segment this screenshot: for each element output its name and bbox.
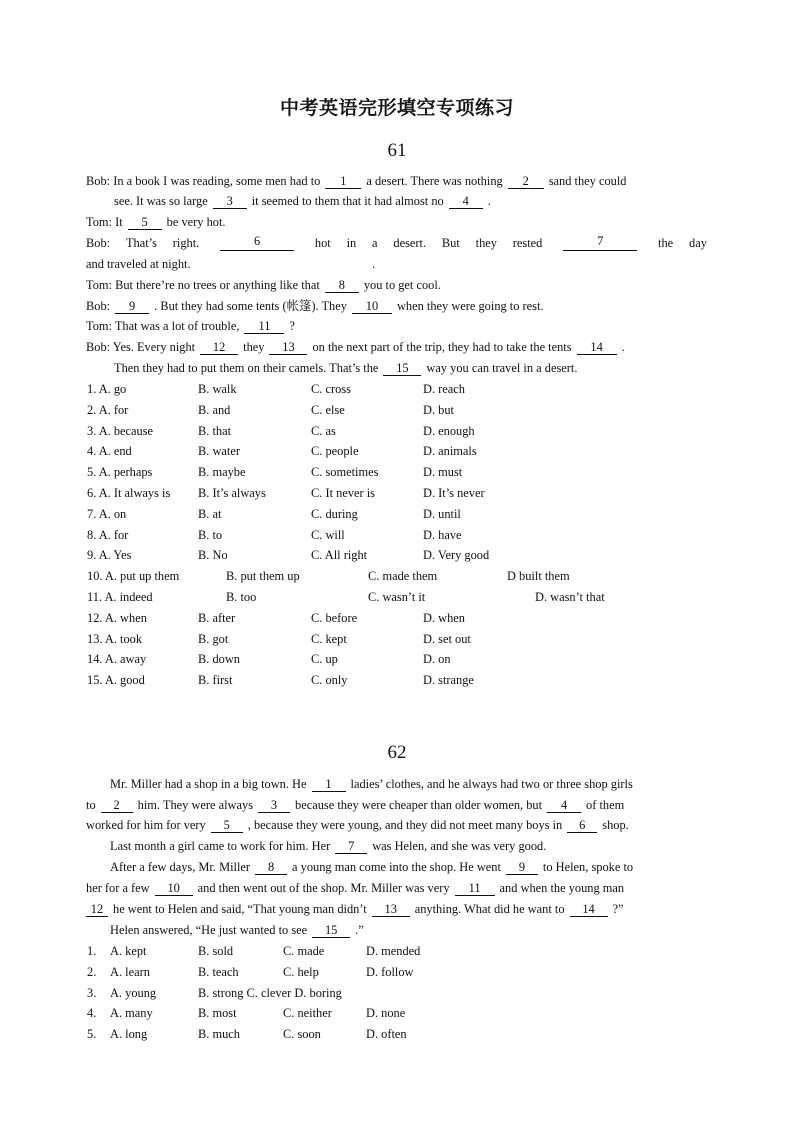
s61-line-9	[86, 339, 625, 355]
option-3-D[interactable]: D. enough	[423, 423, 475, 438]
blank-14[interactable]: 14	[570, 903, 608, 917]
option-6-D[interactable]: D. It’s never	[423, 486, 485, 500]
option-13-B[interactable]: B. got	[198, 631, 229, 646]
text: him. They were always	[137, 798, 254, 812]
text: Tom: It	[86, 215, 123, 229]
s62-line-2	[86, 797, 624, 813]
option-5-A[interactable]: 5. A. perhaps	[87, 465, 153, 480]
option-14-D[interactable]: D. on	[423, 652, 451, 667]
s62-line-8	[110, 922, 364, 938]
text: ladies’ clothes, and he always had two or three shop girls	[350, 777, 633, 791]
option-5-A[interactable]: A. long	[110, 1027, 148, 1042]
option-5-D[interactable]: D. must	[423, 465, 463, 480]
text: Tom: But there’re no trees or anything like that	[86, 278, 320, 292]
option-14-A[interactable]: 14. A. away	[87, 652, 147, 667]
option-3-B[interactable]: B. strong C. clever D. boring	[198, 985, 342, 1000]
option-2-B[interactable]: B. teach	[198, 964, 239, 979]
text: sand they could	[548, 174, 627, 188]
blank-15[interactable]: 15	[312, 924, 350, 938]
option-11-C[interactable]: C. wasn’t it	[368, 590, 426, 604]
option-8-C[interactable]: C. will	[311, 527, 345, 542]
option-1-D[interactable]: D. mended	[366, 944, 421, 958]
blank-3[interactable]: 3	[213, 195, 247, 209]
s62-line-6	[86, 880, 624, 896]
option-5-B[interactable]: B. maybe	[198, 465, 246, 480]
option-7-D[interactable]: D. until	[423, 506, 461, 521]
s61-line-5-period: .	[372, 257, 376, 271]
option-3-B[interactable]: B. that	[198, 423, 232, 438]
page-title: 中考英语完形填空专项练习	[279, 97, 514, 119]
option-9-B[interactable]: B. No	[198, 548, 228, 563]
text: be very hot.	[166, 215, 226, 229]
text: a young man come into the shop. He went	[292, 860, 501, 874]
text: her for a few	[86, 881, 150, 895]
blank-8[interactable]: 8	[325, 279, 359, 293]
text: and traveled at night.	[86, 257, 191, 271]
s61-line-1	[86, 173, 627, 189]
text: worked for him for very	[86, 818, 206, 832]
blank-12[interactable]: 12	[200, 341, 238, 355]
text: anything. What did he want to	[414, 902, 565, 916]
blank-1[interactable]: 1	[312, 778, 346, 792]
text: Bob:	[86, 299, 111, 313]
s62-line-1	[110, 776, 633, 792]
blank-3[interactable]: 3	[258, 799, 290, 813]
blank-2[interactable]: 2	[508, 175, 544, 189]
blank-13[interactable]: 13	[269, 341, 307, 355]
blank-10[interactable]: 10	[155, 882, 193, 896]
option-4-A[interactable]: A. many	[110, 1006, 153, 1021]
option-1-A[interactable]: A. kept	[110, 944, 147, 958]
option-10-B[interactable]: B. put them up	[226, 569, 300, 584]
option-2-C[interactable]: C. help	[283, 964, 319, 979]
text: it seemed to them that it had almost no	[251, 194, 444, 208]
option-3-A[interactable]: A. young	[110, 985, 157, 1000]
blank-5[interactable]: 5	[128, 216, 162, 230]
option-4-D[interactable]: D. none	[366, 1006, 406, 1021]
option-12-C[interactable]: C. before	[311, 610, 358, 625]
word: Bob:	[86, 236, 111, 250]
text: ?	[289, 319, 295, 333]
blank-14[interactable]: 14	[577, 341, 617, 355]
text: a desert. There was nothing	[366, 174, 503, 188]
blank-13[interactable]: 13	[372, 903, 410, 917]
option-2-B[interactable]: B. and	[198, 402, 231, 417]
blank-7[interactable]: 7	[335, 840, 367, 854]
text: .”	[355, 923, 364, 937]
text: Tom: That was a lot of trouble,	[86, 319, 240, 333]
text: on the next part of the trip, they had to take the tents	[312, 340, 572, 354]
question-number-4: 4.	[87, 1006, 97, 1021]
s61-line-3	[86, 214, 226, 230]
option-1-B[interactable]: B. walk	[198, 382, 237, 396]
s62-line-4	[110, 838, 546, 854]
option-13-C[interactable]: C. kept	[311, 631, 347, 646]
text: .	[621, 340, 625, 354]
text: Bob: Yes. Every night	[86, 340, 196, 354]
s61-line-4	[86, 235, 707, 251]
option-13-A[interactable]: 13. A. took	[87, 631, 143, 646]
option-7-B[interactable]: B. at	[198, 506, 222, 521]
word: rested	[512, 236, 543, 250]
text: , because they were young, and they did not meet many boys in	[247, 818, 563, 832]
s61-line-7	[86, 298, 544, 314]
blank-11[interactable]: 11	[455, 882, 495, 896]
text: to Helen, spoke to	[542, 860, 634, 874]
blank-4[interactable]: 4	[449, 195, 483, 209]
option-2-C[interactable]: C. else	[311, 402, 345, 417]
option-6-B[interactable]: B. It’s always	[198, 486, 266, 500]
s61-line-8	[86, 318, 295, 334]
option-7-A[interactable]: 7. A. on	[87, 506, 127, 521]
blank-6[interactable]: 6	[567, 819, 597, 833]
option-8-A[interactable]: 8. A. for	[87, 527, 129, 542]
s61-line-2	[114, 193, 491, 209]
blank-7[interactable]: 7	[563, 235, 637, 251]
word: in	[346, 236, 357, 250]
blank-12[interactable]: 12	[86, 903, 108, 917]
option-5-B[interactable]: B. much	[198, 1027, 240, 1042]
option-2-D[interactable]: D. but	[423, 402, 454, 417]
text: Mr. Miller had a shop in a big town. He	[110, 777, 307, 791]
option-14-B[interactable]: B. down	[198, 652, 240, 667]
option-1-A[interactable]: 1. A. go	[87, 382, 127, 396]
option-11-D[interactable]: D. wasn’t that	[535, 590, 605, 604]
text: and then went out of the shop. Mr. Miller was very	[197, 881, 450, 895]
option-10-A[interactable]: 10. A. put up them	[87, 569, 180, 584]
text: way you can travel in a desert.	[426, 361, 578, 375]
text: ?”	[612, 902, 624, 916]
question-number-3: 3.	[87, 985, 97, 1000]
text: .	[487, 194, 491, 208]
text: of them	[586, 798, 625, 812]
option-2-A[interactable]: A. learn	[110, 964, 150, 979]
option-11-B[interactable]: B. too	[226, 590, 257, 604]
option-12-A[interactable]: 12. A. when	[87, 610, 147, 625]
option-2-A[interactable]: 2. A. for	[87, 402, 129, 417]
option-15-C[interactable]: C. only	[311, 673, 348, 688]
word: right.	[172, 236, 200, 250]
text: he went to Helen and said, “That young man didn’t	[113, 902, 367, 916]
option-6-C[interactable]: C. It never is	[311, 486, 376, 500]
option-5-C[interactable]: C. soon	[283, 1027, 321, 1042]
text: After a few days, Mr. Miller	[110, 860, 251, 874]
question-number-5: 5.	[87, 1027, 97, 1042]
option-8-D[interactable]: D. have	[423, 527, 462, 542]
option-1-C[interactable]: C. cross	[311, 382, 351, 396]
word: a	[372, 236, 378, 250]
option-2-D[interactable]: D. follow	[366, 964, 414, 979]
option-5-D[interactable]: D. often	[366, 1027, 407, 1042]
word: they	[475, 236, 497, 250]
blank-8[interactable]: 8	[255, 861, 287, 875]
option-9-C[interactable]: C. All right	[311, 548, 368, 563]
option-4-A[interactable]: 4. A. end	[87, 444, 132, 459]
option-4-C[interactable]: C. neither	[283, 1006, 332, 1021]
word: But	[441, 236, 460, 250]
word: the	[658, 236, 674, 250]
option-3-A[interactable]: 3. A. because	[87, 423, 154, 438]
blank-15[interactable]: 15	[383, 362, 421, 376]
text: Then they had to put them on their camels. That’s the	[114, 361, 379, 375]
blank-11[interactable]: 11	[244, 320, 284, 334]
blank-6[interactable]: 6	[220, 235, 294, 251]
option-1-C[interactable]: C. made	[283, 944, 325, 958]
option-15-D[interactable]: D. strange	[423, 673, 474, 688]
option-4-B[interactable]: B. most	[198, 1006, 237, 1021]
blank-9[interactable]: 9	[506, 861, 538, 875]
text: you to get cool.	[363, 278, 441, 292]
text: and when the young man	[499, 881, 625, 895]
text: . But they had some tents (帐篷). They	[154, 299, 347, 313]
section-61-number: 61	[387, 140, 407, 161]
word: That’s	[125, 236, 157, 250]
option-15-B[interactable]: B. first	[198, 673, 233, 688]
text: Helen answered, “He just wanted to see	[110, 923, 308, 937]
blank-10[interactable]: 10	[352, 300, 392, 314]
word: hot	[314, 236, 331, 250]
option-8-B[interactable]: B. to	[198, 527, 223, 542]
option-12-B[interactable]: B. after	[198, 610, 236, 625]
blank-2[interactable]: 2	[101, 799, 133, 813]
option-10-C[interactable]: C. made them	[368, 569, 438, 584]
option-3-C[interactable]: C. as	[311, 423, 336, 438]
question-number-2: 2.	[87, 964, 97, 979]
option-4-C[interactable]: C. people	[311, 444, 359, 459]
option-14-C[interactable]: C. up	[311, 652, 338, 667]
option-10-D[interactable]: D built them	[507, 569, 570, 584]
word: day	[689, 236, 707, 250]
option-4-D[interactable]: D. animals	[423, 444, 477, 459]
text: to	[86, 798, 96, 812]
option-5-C[interactable]: C. sometimes	[311, 465, 379, 480]
option-6-A[interactable]: 6. A. It always is	[87, 486, 171, 500]
text: was Helen, and she was very good.	[372, 839, 547, 853]
s61-line-10	[114, 360, 577, 376]
s61-line-6	[86, 277, 441, 293]
option-1-B[interactable]: B. sold	[198, 944, 234, 958]
option-13-D[interactable]: D. set out	[423, 631, 471, 646]
option-11-A[interactable]: 11. A. indeed	[87, 590, 153, 604]
option-15-A[interactable]: 15. A. good	[87, 673, 145, 688]
option-12-D[interactable]: D. when	[423, 610, 465, 625]
text: when they were going to rest.	[396, 299, 544, 313]
s62-line-3	[86, 817, 629, 833]
s61-line-5	[86, 256, 191, 272]
option-1-D[interactable]: D. reach	[423, 382, 465, 396]
option-4-B[interactable]: B. water	[198, 444, 240, 459]
s62-line-7	[86, 901, 624, 917]
blank-4[interactable]: 4	[547, 799, 581, 813]
blank-1[interactable]: 1	[325, 175, 361, 189]
blank-5[interactable]: 5	[211, 819, 243, 833]
blank-9[interactable]: 9	[115, 300, 149, 314]
text: Last month a girl came to work for him. Her	[110, 839, 331, 853]
word: desert.	[393, 236, 427, 250]
text: see. It was so large	[114, 194, 208, 208]
text: because they were cheaper than older women, but	[295, 798, 543, 812]
question-number-1: 1.	[87, 944, 97, 958]
section-62-number: 62	[387, 742, 407, 763]
text: Bob: In a book I was reading, some men had to	[86, 174, 321, 188]
option-9-A[interactable]: 9. A. Yes	[87, 548, 132, 563]
s62-line-5	[110, 859, 633, 875]
option-7-C[interactable]: C. during	[311, 506, 358, 521]
text: they	[243, 340, 265, 354]
option-9-D[interactable]: D. Very good	[423, 548, 490, 563]
text: shop.	[602, 818, 629, 832]
